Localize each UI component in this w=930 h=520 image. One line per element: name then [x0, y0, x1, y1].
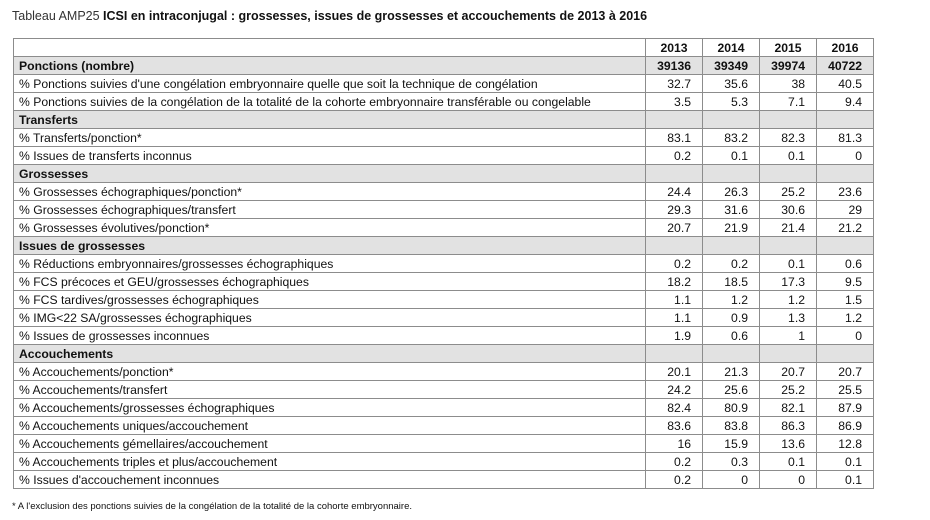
value-cell: 24.2: [646, 381, 703, 399]
value-cell: [646, 237, 703, 255]
value-cell: 83.2: [703, 129, 760, 147]
value-cell: 80.9: [703, 399, 760, 417]
value-cell: 25.2: [760, 183, 817, 201]
row-label: % Accouchements/transfert: [14, 381, 646, 399]
value-cell: [703, 165, 760, 183]
value-cell: 38: [760, 75, 817, 93]
value-cell: 39974: [760, 57, 817, 75]
value-cell: 0.6: [817, 255, 874, 273]
value-cell: 0.1: [817, 453, 874, 471]
table-row: [14, 309, 874, 327]
row-label: % FCS précoces et GEU/grossesses échographiques: [14, 273, 646, 291]
value-cell: 21.3: [703, 363, 760, 381]
value-cell: [817, 111, 874, 129]
section-row: [14, 345, 874, 363]
table-row: [14, 453, 874, 471]
table-row: [14, 291, 874, 309]
table-row: [14, 219, 874, 237]
header-blank-cell: [14, 39, 646, 57]
value-cell: 39349: [703, 57, 760, 75]
table-row: [14, 363, 874, 381]
row-label: % Issues d'accouchement inconnues: [14, 471, 646, 489]
row-label: % Issues de transferts inconnus: [14, 147, 646, 165]
table-row: [14, 471, 874, 489]
value-cell: 29: [817, 201, 874, 219]
value-cell: 0.3: [703, 453, 760, 471]
section-label: Issues de grossesses: [14, 237, 646, 255]
value-cell: [760, 237, 817, 255]
value-cell: 87.9: [817, 399, 874, 417]
value-cell: 25.2: [760, 381, 817, 399]
value-cell: 12.8: [817, 435, 874, 453]
year-header: 2013: [646, 39, 703, 57]
row-label: % Réductions embryonnaires/grossesses échographiques: [14, 255, 646, 273]
value-cell: 1.1: [646, 291, 703, 309]
value-cell: 0.1: [817, 471, 874, 489]
value-cell: 83.6: [646, 417, 703, 435]
value-cell: 20.7: [760, 363, 817, 381]
table-row: [14, 273, 874, 291]
value-cell: 1.9: [646, 327, 703, 345]
value-cell: 0: [817, 147, 874, 165]
table-row: [14, 435, 874, 453]
value-cell: 32.7: [646, 75, 703, 93]
row-label: % Grossesses échographiques/ponction*: [14, 183, 646, 201]
value-cell: 25.6: [703, 381, 760, 399]
value-cell: 15.9: [703, 435, 760, 453]
year-header: 2015: [760, 39, 817, 57]
value-cell: 0.2: [646, 147, 703, 165]
value-cell: 25.5: [817, 381, 874, 399]
section-label: Accouchements: [14, 345, 646, 363]
value-cell: [817, 165, 874, 183]
section-label: Grossesses: [14, 165, 646, 183]
value-cell: 82.4: [646, 399, 703, 417]
value-cell: 0: [760, 471, 817, 489]
value-cell: 17.3: [760, 273, 817, 291]
table-row: [14, 399, 874, 417]
value-cell: 82.1: [760, 399, 817, 417]
value-cell: 21.4: [760, 219, 817, 237]
section-row: [14, 111, 874, 129]
value-cell: 30.6: [760, 201, 817, 219]
footnote: * A l'exclusion des ponctions suivies de la congélation de la totalité de la cohorte embryonnaire.: [12, 501, 413, 512]
value-cell: 31.6: [703, 201, 760, 219]
value-cell: 18.2: [646, 273, 703, 291]
value-cell: 3.5: [646, 93, 703, 111]
table-row: [14, 57, 874, 75]
value-cell: [703, 237, 760, 255]
row-label: % Ponctions suivies d'une congélation embryonnaire quelle que soit la technique de congélation: [14, 75, 646, 93]
row-label: % IMG<22 SA/grossesses échographiques: [14, 309, 646, 327]
value-cell: 0.2: [646, 471, 703, 489]
value-cell: 1.1: [646, 309, 703, 327]
value-cell: 1.2: [760, 291, 817, 309]
row-label: % Accouchements uniques/accouchement: [14, 417, 646, 435]
row-label: % Accouchements/grossesses échographiques: [14, 399, 646, 417]
value-cell: 21.9: [703, 219, 760, 237]
value-cell: [703, 111, 760, 129]
value-cell: 83.8: [703, 417, 760, 435]
value-cell: 26.3: [703, 183, 760, 201]
row-label: % Grossesses évolutives/ponction*: [14, 219, 646, 237]
value-cell: [646, 345, 703, 363]
value-cell: [760, 111, 817, 129]
table-row: [14, 381, 874, 399]
data-table: [13, 38, 874, 489]
value-cell: 1: [760, 327, 817, 345]
value-cell: 18.5: [703, 273, 760, 291]
table-number: Tableau AMP25: [12, 9, 100, 23]
value-cell: 40.5: [817, 75, 874, 93]
value-cell: 0.1: [760, 147, 817, 165]
value-cell: 0.1: [760, 255, 817, 273]
table-row: [14, 147, 874, 165]
value-cell: 24.4: [646, 183, 703, 201]
value-cell: 7.1: [760, 93, 817, 111]
table-title: [12, 9, 647, 23]
value-cell: 1.2: [817, 309, 874, 327]
row-label: % Accouchements triples et plus/accouchement: [14, 453, 646, 471]
value-cell: 39136: [646, 57, 703, 75]
value-cell: 9.5: [817, 273, 874, 291]
row-label: % Grossesses échographiques/transfert: [14, 201, 646, 219]
value-cell: 0.2: [703, 255, 760, 273]
value-cell: [646, 111, 703, 129]
section-row: [14, 237, 874, 255]
table-row: [14, 183, 874, 201]
value-cell: 13.6: [760, 435, 817, 453]
row-label: % Ponctions suivies de la congélation de la totalité de la cohorte embryonnaire transférable ou congelable: [14, 93, 646, 111]
row-label: % Accouchements/ponction*: [14, 363, 646, 381]
value-cell: 81.3: [817, 129, 874, 147]
table-title-text: ICSI en intraconjugal : grossesses, issues de grossesses et accouchements de 2013 à 2016: [103, 9, 648, 23]
year-header: 2014: [703, 39, 760, 57]
value-cell: 20.1: [646, 363, 703, 381]
value-cell: 0: [817, 327, 874, 345]
value-cell: 0: [703, 471, 760, 489]
value-cell: 29.3: [646, 201, 703, 219]
value-cell: 83.1: [646, 129, 703, 147]
year-header: 2016: [817, 39, 874, 57]
value-cell: 5.3: [703, 93, 760, 111]
value-cell: 21.2: [817, 219, 874, 237]
value-cell: 86.9: [817, 417, 874, 435]
row-label: % Accouchements gémellaires/accouchement: [14, 435, 646, 453]
value-cell: 1.5: [817, 291, 874, 309]
table-body: [14, 57, 874, 489]
value-cell: 0.1: [703, 147, 760, 165]
value-cell: 0.2: [646, 453, 703, 471]
row-label: Ponctions (nombre): [14, 57, 646, 75]
value-cell: 82.3: [760, 129, 817, 147]
value-cell: [817, 345, 874, 363]
row-label: % FCS tardives/grossesses échographiques: [14, 291, 646, 309]
value-cell: 20.7: [646, 219, 703, 237]
year-header-row: [14, 39, 874, 57]
value-cell: 40722: [817, 57, 874, 75]
table-row: [14, 93, 874, 111]
table-row: [14, 417, 874, 435]
table-row: [14, 129, 874, 147]
value-cell: 0.1: [760, 453, 817, 471]
value-cell: 35.6: [703, 75, 760, 93]
row-label: % Transferts/ponction*: [14, 129, 646, 147]
value-cell: 1.3: [760, 309, 817, 327]
value-cell: [760, 165, 817, 183]
table-row: [14, 201, 874, 219]
value-cell: [760, 345, 817, 363]
value-cell: 1.2: [703, 291, 760, 309]
value-cell: 16: [646, 435, 703, 453]
section-row: [14, 165, 874, 183]
value-cell: [817, 237, 874, 255]
section-label: Transferts: [14, 111, 646, 129]
row-label: % Issues de grossesses inconnues: [14, 327, 646, 345]
value-cell: 0.2: [646, 255, 703, 273]
value-cell: 9.4: [817, 93, 874, 111]
value-cell: [646, 165, 703, 183]
table-row: [14, 255, 874, 273]
value-cell: 23.6: [817, 183, 874, 201]
value-cell: [703, 345, 760, 363]
table-row: [14, 327, 874, 345]
value-cell: 86.3: [760, 417, 817, 435]
value-cell: 0.6: [703, 327, 760, 345]
value-cell: 0.9: [703, 309, 760, 327]
table-row: [14, 75, 874, 93]
value-cell: 20.7: [817, 363, 874, 381]
